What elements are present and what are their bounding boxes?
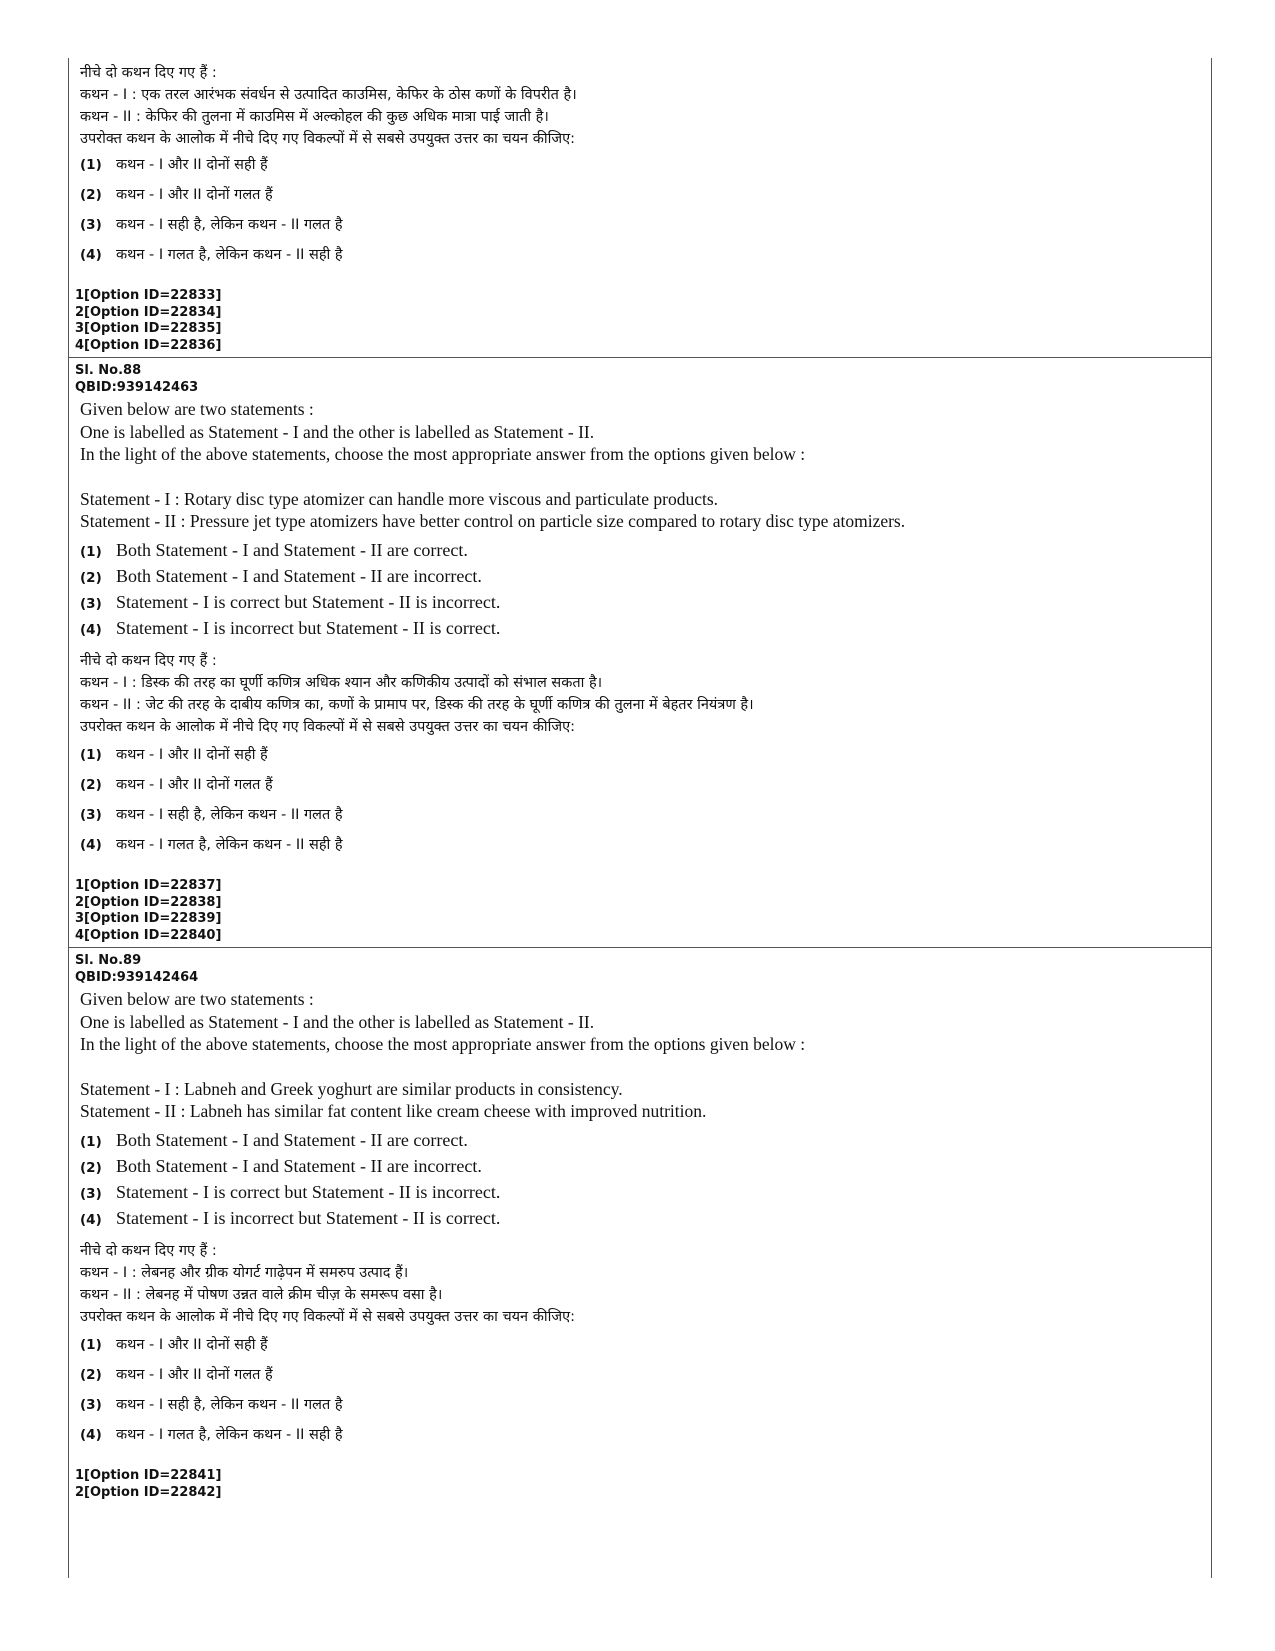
q88-hindi-intro: नीचे दो कथन दिए गए हैं :	[80, 653, 217, 669]
q88-hindi-instruction: उपरोक्त कथन के आलोक में नीचे दिए गए विकल्पों में से सबसे उपयुक्त उत्तर का चयन कीजिए:	[80, 719, 576, 735]
q87-hindi-stem	[69, 62, 1211, 150]
q89-english-option-1: (1) Both Statement - I and Statement - II are correct.	[80, 1130, 468, 1150]
q88-header	[69, 362, 1211, 396]
q87-hindi-option-1: (1) कथन - I और II दोनों सही हैं	[80, 157, 268, 173]
q89-hindi-option-2: (2) कथन - I और II दोनों गलत हैं	[80, 1367, 273, 1383]
q88-hindi-option-2: (2) कथन - I और II दोनों गलत हैं	[80, 777, 273, 793]
q87-option-ids	[75, 288, 221, 354]
q88-hindi-option-1: (1) कथन - I और II दोनों सही हैं	[80, 747, 268, 763]
option-id: 1[Option ID=22833]	[75, 288, 222, 303]
option-id: 2[Option ID=22838]	[75, 894, 222, 910]
q89-hindi-instruction: उपरोक्त कथन के आलोक में नीचे दिए गए विकल्पों में से सबसे उपयुक्त उत्तर का चयन कीजिए:	[80, 1309, 576, 1325]
q89-hindi-statement-2: कथन - II : लेबनह में पोषण उन्नत वाले क्रीम चीज़ के समरूप वसा है।	[80, 1287, 443, 1303]
q89-option-ids	[75, 1468, 221, 1501]
option-id: 2[Option ID=22842]	[75, 1484, 222, 1500]
q89-english-statement-2: Statement - II : Labneh has similar fat content like cream cheese with improved nutrition.	[80, 1101, 707, 1121]
q87-hindi-option-4: (4) कथन - I गलत है, लेकिन कथन - II सही है	[80, 247, 343, 263]
option-id: 4[Option ID=22836]	[75, 337, 222, 353]
option-id: 3[Option ID=22835]	[75, 321, 222, 336]
q88-qbid: QBID:939142463	[75, 380, 199, 395]
q89-hindi-intro: नीचे दो कथन दिए गए हैं :	[80, 1243, 217, 1259]
q89-qbid: QBID:939142464	[75, 970, 199, 985]
q88-hindi-stem	[69, 650, 1211, 738]
question-divider	[69, 357, 1211, 358]
q89-hindi-stem	[69, 1240, 1211, 1328]
q88-english-instruction: In the light of the above statements, choose the most appropriate answer from the options given below :	[80, 444, 806, 464]
q87-hindi-instruction: उपरोक्त कथन के आलोक में नीचे दिए गए विकल्पों में से सबसे उपयुक्त उत्तर का चयन कीजिए:	[80, 131, 576, 147]
option-id: 2[Option ID=22834]	[75, 304, 222, 320]
q87-hindi-statement-2: कथन - II : केफिर की तुलना में काउमिस में अल्कोहल की कुछ अधिक मात्रा पाई जाती है।	[80, 109, 549, 125]
q89-sl-no: Sl. No.89	[75, 953, 142, 968]
option-id: 4[Option ID=22840]	[75, 927, 222, 943]
q89-header	[69, 952, 1211, 986]
question-divider	[69, 947, 1211, 948]
q88-english-labels: One is labelled as Statement - I and the other is labelled as Statement - II.	[80, 421, 595, 442]
q88-english-intro: Given below are two statements :	[80, 399, 314, 419]
q89-english-statement-1: Statement - I : Labneh and Greek yoghurt are similar products in consistency.	[80, 1078, 623, 1099]
q89-english-intro: Given below are two statements :	[80, 989, 314, 1009]
option-id: 1[Option ID=22837]	[75, 878, 222, 893]
q88-hindi-option-3: (3) कथन - I सही है, लेकिन कथन - II गलत है	[80, 807, 343, 823]
q88-english-stem	[69, 398, 1211, 533]
option-id: 3[Option ID=22839]	[75, 911, 222, 926]
q88-sl-no: Sl. No.88	[75, 363, 142, 378]
q89-english-stem	[69, 988, 1211, 1123]
q88-option-ids	[75, 878, 221, 944]
option-id: 1[Option ID=22841]	[75, 1468, 222, 1483]
q89-english-option-2: (2) Both Statement - I and Statement - II are incorrect.	[80, 1156, 482, 1176]
q89-english-labels: One is labelled as Statement - I and the other is labelled as Statement - II.	[80, 1011, 595, 1032]
q89-english-option-3: (3) Statement - I is correct but Statement - II is incorrect.	[80, 1182, 501, 1202]
q88-english-option-1: (1) Both Statement - I and Statement - II are correct.	[80, 540, 468, 560]
q88-english-option-4: (4) Statement - I is incorrect but Statement - II is correct.	[80, 618, 501, 638]
q88-english-statement-1: Statement - I : Rotary disc type atomizer can handle more viscous and particulate products.	[80, 488, 719, 509]
q88-english-option-3: (3) Statement - I is correct but Statement - II is incorrect.	[80, 592, 501, 612]
q89-english-option-4: (4) Statement - I is incorrect but Statement - II is correct.	[80, 1208, 501, 1228]
q88-hindi-statement-1: कथन - I : डिस्क की तरह का घूर्णी कणित्र अधिक श्यान और कणिकीय उत्पादों को संभाल सकता है।	[80, 675, 603, 691]
q89-english-instruction: In the light of the above statements, choose the most appropriate answer from the options given below :	[80, 1034, 806, 1054]
q89-hindi-option-3: (3) कथन - I सही है, लेकिन कथन - II गलत है	[80, 1397, 343, 1413]
q89-hindi-option-4: (4) कथन - I गलत है, लेकिन कथन - II सही है	[80, 1427, 343, 1443]
q87-hindi-intro: नीचे दो कथन दिए गए हैं :	[80, 65, 217, 81]
q89-hindi-statement-1: कथन - I : लेबनह और ग्रीक योगर्ट गाढ़ेपन में समरुप उत्पाद हैं।	[80, 1265, 409, 1281]
q89-hindi-option-1: (1) कथन - I और II दोनों सही हैं	[80, 1337, 268, 1353]
q88-english-option-2: (2) Both Statement - I and Statement - II are incorrect.	[80, 566, 482, 586]
q87-hindi-option-2: (2) कथन - I और II दोनों गलत हैं	[80, 187, 273, 203]
q88-english-statement-2: Statement - II : Pressure jet type atomizers have better control on particle size compared to rotary disc type atomizers.	[80, 511, 906, 531]
question-paper-page	[68, 58, 1212, 1578]
q88-hindi-statement-2: कथन - II : जेट की तरह के दाबीय कणित्र का, कणों के प्रामाप पर, डिस्क की तरह के घूर्णी कणित्र की तुलना में बेहतर नियंत्रण है।	[80, 697, 754, 713]
q87-hindi-option-3: (3) कथन - I सही है, लेकिन कथन - II गलत है	[80, 217, 343, 233]
q88-hindi-option-4: (4) कथन - I गलत है, लेकिन कथन - II सही है	[80, 837, 343, 853]
q87-hindi-statement-1: कथन - I : एक तरल आरंभक संवर्धन से उत्पादित काउमिस, केफिर के ठोस कणों के विपरीत है।	[80, 87, 577, 103]
